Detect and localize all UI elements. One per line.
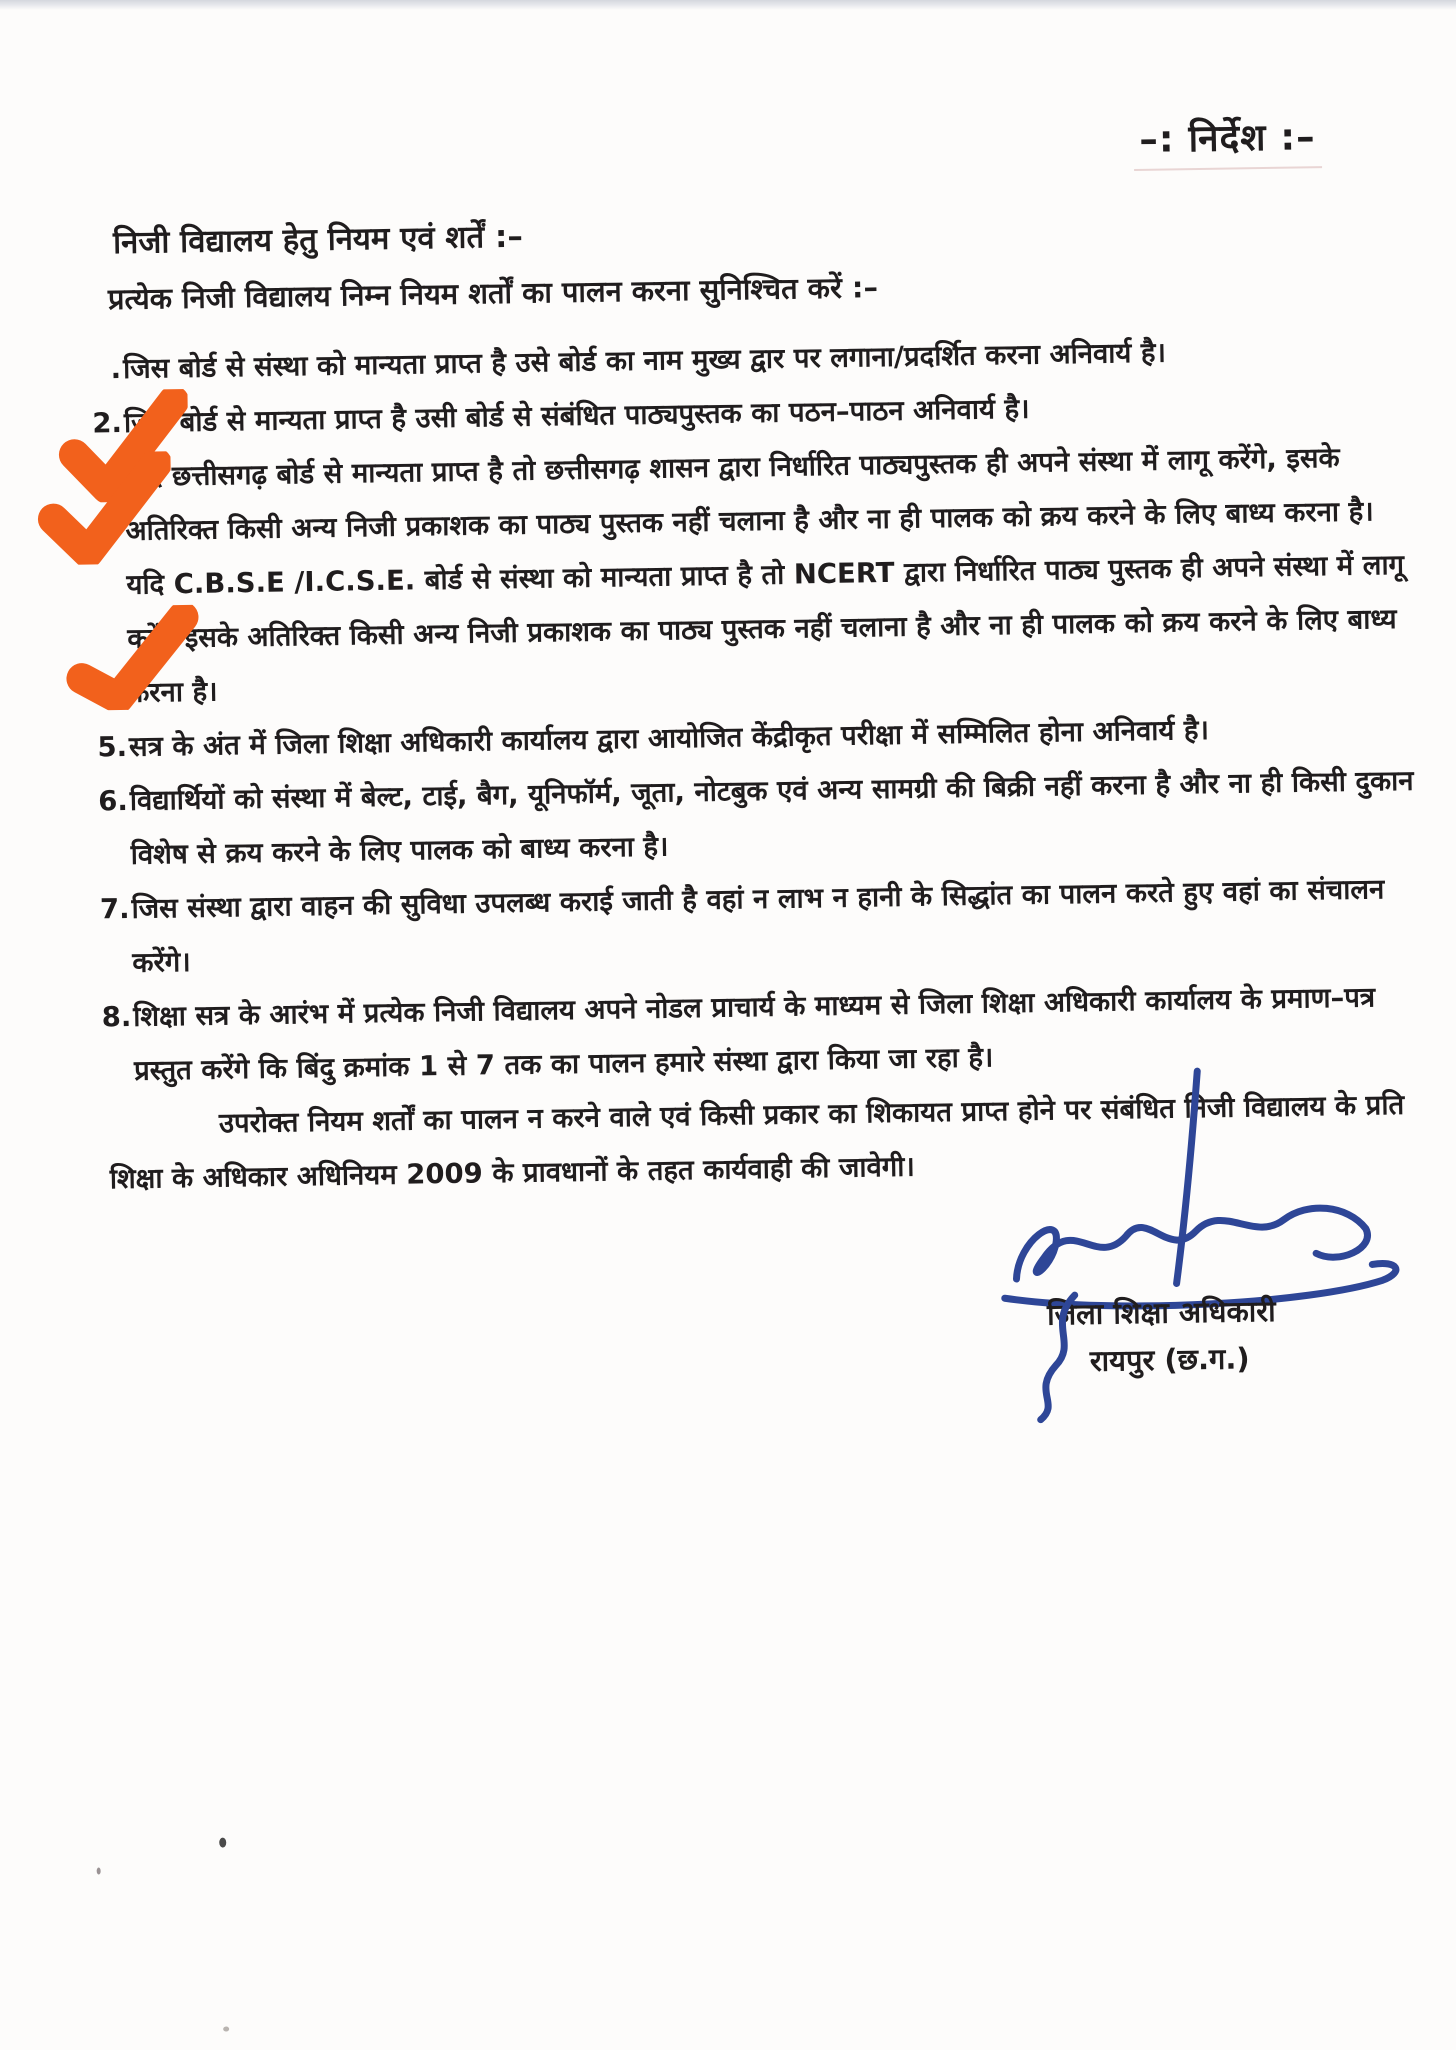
rule-text-8: शिक्षा सत्र के आरंभ में प्रत्येक निजी विद्यालय अपने नोडल प्राचार्य के माध्यम से जिला शिक्षा अधिकारी कार्यालय के प्रमाण–पत्र प्रस्तुत करेंगे कि बिंदु क्रमांक 1 से 7 तक का पालन हमारे संस्था द्वारा किया जा रहा है। (133, 981, 1376, 1087)
rule-item-3 (124, 430, 1416, 558)
rules-list (92, 322, 1425, 1098)
rule-text-5: सत्र के अंत में जिला शिक्षा अधिकारी कार्यालय द्वारा आयोजित केंद्रीकृत परीक्षा में सम्मिलित होना अनिवार्य है। (128, 713, 1210, 763)
rule-marker-6: 6. (98, 784, 129, 818)
scan-speck (97, 1867, 101, 1874)
rules-subheading: प्रत्येक निजी विद्यालय निम्न नियम शर्तों का पालन करना सुनिश्चित करें :– (107, 270, 879, 317)
rule-marker-2: 2. (92, 406, 123, 440)
orange-check-icon (36, 451, 172, 565)
page-title-text: –: निर्देश :– (1133, 109, 1322, 171)
rule-item-7 (99, 862, 1423, 990)
scan-speck (223, 2026, 229, 2031)
rule-text-2: जिस बोर्ड से मान्यता प्राप्त है उसी बोर्ड से संबंधित पाठ्यपुस्तक का पठन–पाठन अनिवार्य है। (123, 392, 1030, 439)
signatory-place (977, 1336, 1418, 1382)
rule-item-4 (126, 538, 1418, 720)
rules-heading: निजी विद्यालय हेतु नियम एवं शर्तें :– (112, 218, 524, 262)
rule-text-7: जिस संस्था द्वारा वाहन की सुविधा उपलब्ध कराई जाती है वहां न लाभ न हानी के सिद्धांत का पालन करते हुए वहां का संचालन करेंगे। (131, 873, 1385, 979)
rule-text-1: जिस बोर्ड से संस्था को मान्यता प्राप्त है उसे बोर्ड का नाम मुख्य द्वार पर लगाना/प्रदर्शित करना अनिवार्य है। (122, 336, 1167, 385)
signatory-place-text: रायपुर (छ.ग.) (1089, 1341, 1250, 1378)
rule-text-4: यदि C.B.S.E /I.C.S.E. बोर्ड से संस्था को मान्यता प्राप्त है तो NCERT द्वारा निर्धारित पाठ्य पुस्तक ही अपने संस्था में लागू करेंगे इसके अतिरिक्त किसी अन्य निजी प्रकाशक का पाठ्य पुस्तक नहीं चलाना है और ना ही पालक को क्रय करने के लिए बाध्य करना है। (126, 548, 1405, 709)
scan-speck (219, 1838, 226, 1848)
page-title (0, 109, 1322, 189)
rule-marker-7: 7. (99, 892, 130, 926)
signature-block (973, 1066, 1418, 1382)
closing-paragraph: उपरोक्त नियम शर्तों का पालन न करने वाले एवं किसी प्रकार का शिकायत प्राप्त होने पर संबंधित निजी विद्यालय के प्रति शिक्षा के अधिकार अधिनियम 2009 के प्रावधानों के तहत कार्यवाही की जावेगी। (109, 1088, 1405, 1196)
rule-item-6 (98, 754, 1421, 882)
rule-marker-5: 5. (97, 730, 128, 764)
orange-check-icon (65, 605, 201, 711)
signatory-title: जिला शिक्षा अधिकारी (1046, 1293, 1276, 1332)
rule-marker-8: 8. (101, 1000, 132, 1034)
signature-flourish-icon (1019, 1289, 1091, 1425)
rule-marker-1: . (110, 352, 122, 386)
rule-text-3: यदि छत्तीसगढ़ बोर्ड से मान्यता प्राप्त है तो छत्तीसगढ़ शासन द्वारा निर्धारित पाठ्यपुस्तक ही अपने संस्था में लागू करेंगे, इसके अतिरिक्त किसी अन्य निजी प्रकाशक का पाठ्य पुस्तक नहीं चलाना है और ना ही पालक को क्रय करने के लिए बाध्य करना है। (124, 441, 1374, 547)
rule-text-6: विद्यार्थियों को संस्था में बेल्ट, टाई, बैग, यूनिफॉर्म, जूता, नोटबुक एवं अन्य सामग्री की बिक्री नहीं करना है और ना ही किसी दुकान विशेष से क्रय करने के लिए पालक को बाध्य करना है। (129, 764, 1414, 871)
